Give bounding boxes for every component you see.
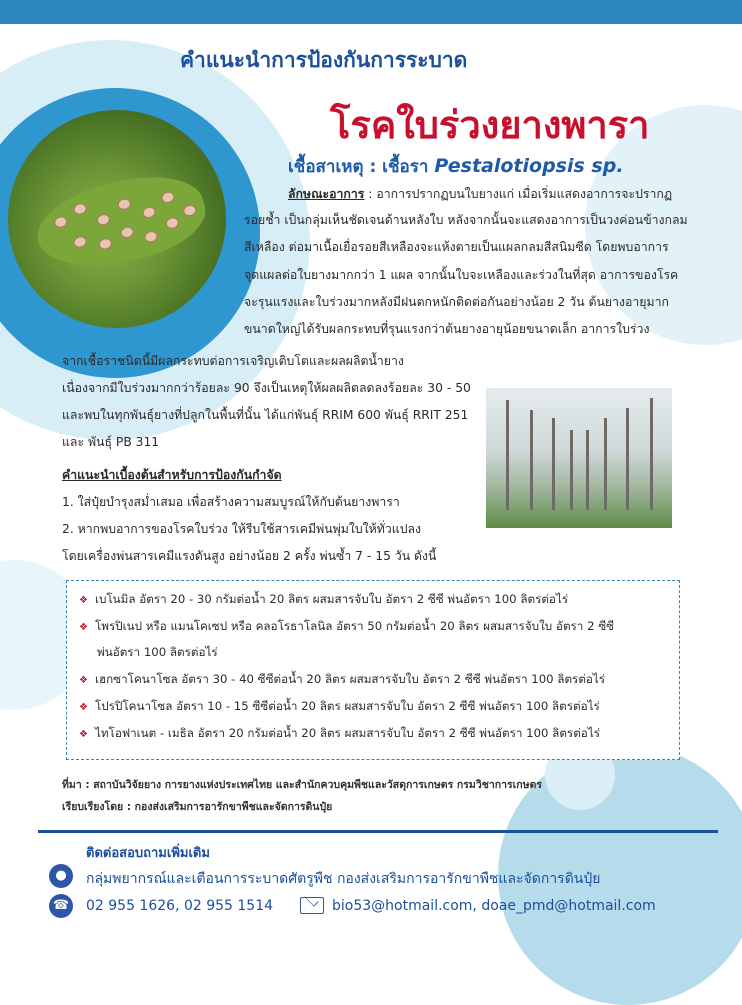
leaf-disease-photo xyxy=(8,110,226,328)
symptom-line-9: และพบในทุกพันธุ์ยางที่ปลูกในพื้นที่นั้น ได้แก่พันธุ์ RRIM 600 พันธุ์ RRIT 251 xyxy=(62,408,469,422)
symptom-line-5: จะรุนแรงและใบร่วงมากหลังมีฝนตกหนักติดต่อกันอย่างน้อย 2 วัน ต้นยางอายุมาก xyxy=(244,295,669,309)
source-line: ที่มา : สถาบันวิจัยยาง การยางแห่งประเทศไทย และสำนักควบคุมพืชและวัสดุการเกษตร กรมวิชาการเกษตร xyxy=(62,779,542,791)
symptom-line-10: และ พันธุ์ PB 311 xyxy=(62,435,160,449)
compiled-by-line: เรียบเรียงโดย : กองส่งเสริมการอารักขาพืชและจัดการดินปุ๋ย xyxy=(62,801,333,813)
location-pin-icon: ● xyxy=(49,864,73,888)
symptom-label: ลักษณะอาการ xyxy=(288,187,365,201)
symptom-line-6: ขนาดใหญ่ได้รับผลกระทบที่รุนแรงกว่าต้นยางอายุน้อยขนาดเล็ก อาการใบร่วง xyxy=(244,322,650,336)
symptom-line-4: จุดแผลต่อใบยางมากกว่า 1 แผล จากนั้นใบจะเหลืองและร่วงในที่สุด อาการของโรค xyxy=(244,268,679,282)
advice-line-1: 1. ใส่ปุ๋ยบำรุงสม่ำเสมอ เพื่อสร้างความสมบูรณ์ให้กับต้นยางพารา xyxy=(62,495,400,509)
symptom-line-3: สีเหลือง ต่อมาเนื้อเยื่อรอยสีเหลืองจะแห้งตายเป็นแผลกลมสีสนิมซีด โดยพบอาการ xyxy=(244,240,669,254)
symptom-line-1: ลักษณะอาการ : อาการปรากฏบนใบยางแก่ เมื่อเริ่มแสดงอาการจะปรากฏ xyxy=(288,187,673,201)
list-item: ❖ เบโนมิล อัตรา 20 - 30 กรัมต่อน้ำ 20 ลิตร ผสมสารจับใบ อัตรา 2 ซีซี พ่นอัตรา 100 ลิตรต่อไร่ xyxy=(79,592,569,606)
bullet-diamond-icon: ❖ xyxy=(79,622,88,633)
bullet-diamond-icon: ❖ xyxy=(79,729,88,740)
disease-title: โรคใบร่วงยางพารา xyxy=(330,103,650,147)
advice-line-3: โดยเครื่องพ่นสารเคมีแรงดันสูง อย่างน้อย 2 ครั้ง พ่นซ้ำ 7 - 15 วัน ดังนี้ xyxy=(62,549,437,563)
cause-line xyxy=(288,153,624,180)
list-item-continuation: พ่นอัตรา 100 ลิตรต่อไร่ xyxy=(97,645,218,659)
list-item: ❖ เฮกซาโคนาโซล อัตรา 30 - 40 ซีซีต่อน้ำ 20 ลิตร ผสมสารจับใบ อัตรา 2 ซีซี พ่นอัตรา 100 ลิตรต่อไร่ xyxy=(79,672,606,686)
list-item: ❖ โปรปิโคนาโซล อัตรา 10 - 15 ซีซีต่อน้ำ 20 ลิตร ผสมสารจับใบ อัตรา 2 ซีซี พ่นอัตรา 100 ลิตรต่อไร่ xyxy=(79,699,600,713)
mail-icon xyxy=(300,897,324,914)
symptom-line-7: จากเชื้อราชนิดนี้มีผลกระทบต่อการเจริญเติบโตและผลผลิตน้ำยาง xyxy=(62,354,404,368)
contact-title: ติดต่อสอบถามเพิ่มเติม xyxy=(86,846,210,861)
advice-title: คำแนะนำเบื้องต้นสำหรับการป้องกันกำจัด xyxy=(62,468,282,482)
contact-org: กลุ่มพยากรณ์และเตือนการระบาดศัตรูพืช กองส่งเสริมการอารักขาพืชและจัดการดินปุ๋ย xyxy=(86,871,601,887)
bullet-diamond-icon: ❖ xyxy=(79,595,88,606)
page-title: คำแนะนำการป้องกันการระบาด xyxy=(180,48,468,72)
chemical-list-box xyxy=(66,580,680,760)
cause-species: Pestalotiopsis sp. xyxy=(434,155,624,177)
rubber-plantation-photo xyxy=(486,388,672,528)
cause-label: เชื้อสาเหตุ : เชื้อรา xyxy=(288,157,429,177)
bullet-diamond-icon: ❖ xyxy=(79,675,88,686)
divider xyxy=(38,830,718,833)
list-item: ❖ ไทโอฟาเนต - เมธิล อัตรา 20 กรัมต่อน้ำ 20 ลิตร ผสมสารจับใบ อัตรา 2 ซีซี พ่นอัตรา 100 ลิตรต่อไร่ xyxy=(79,726,600,740)
phone-icon: ☎ xyxy=(49,894,73,918)
contact-phone[interactable]: 02 955 1626, 02 955 1514 xyxy=(86,898,274,914)
symptom-line-8: เนื่องจากมีใบร่วงมากกว่าร้อยละ 90 จึงเป็นเหตุให้ผลผลิตลดลงร้อยละ 30 - 50 xyxy=(62,381,471,395)
contact-email[interactable]: bio53@hotmail.com, doae_pmd@hotmail.com xyxy=(332,898,656,914)
advice-line-2: 2. หากพบอาการของโรคใบร่วง ให้รีบใช้สารเคมีพ่นพุ่มใบให้ทั่วแปลง xyxy=(62,522,422,536)
top-bar xyxy=(0,0,742,24)
list-item: ❖ โพรปิเนป หรือ แมนโคเซป หรือ คลอโรธาโลนิล อัตรา 50 กรัมต่อน้ำ 20 ลิตร ผสมสารจับใบ อัตรา 2 ซีซี xyxy=(79,619,615,633)
bullet-diamond-icon: ❖ xyxy=(79,702,88,713)
leaf-shape xyxy=(29,163,213,282)
symptom-line-2: รอยช้ำ เป็นกลุ่มเห็นชัดเจนด้านหลังใบ หลังจากนั้นจะแสดงอาการเป็นวงค่อนข้างกลม xyxy=(244,213,688,227)
